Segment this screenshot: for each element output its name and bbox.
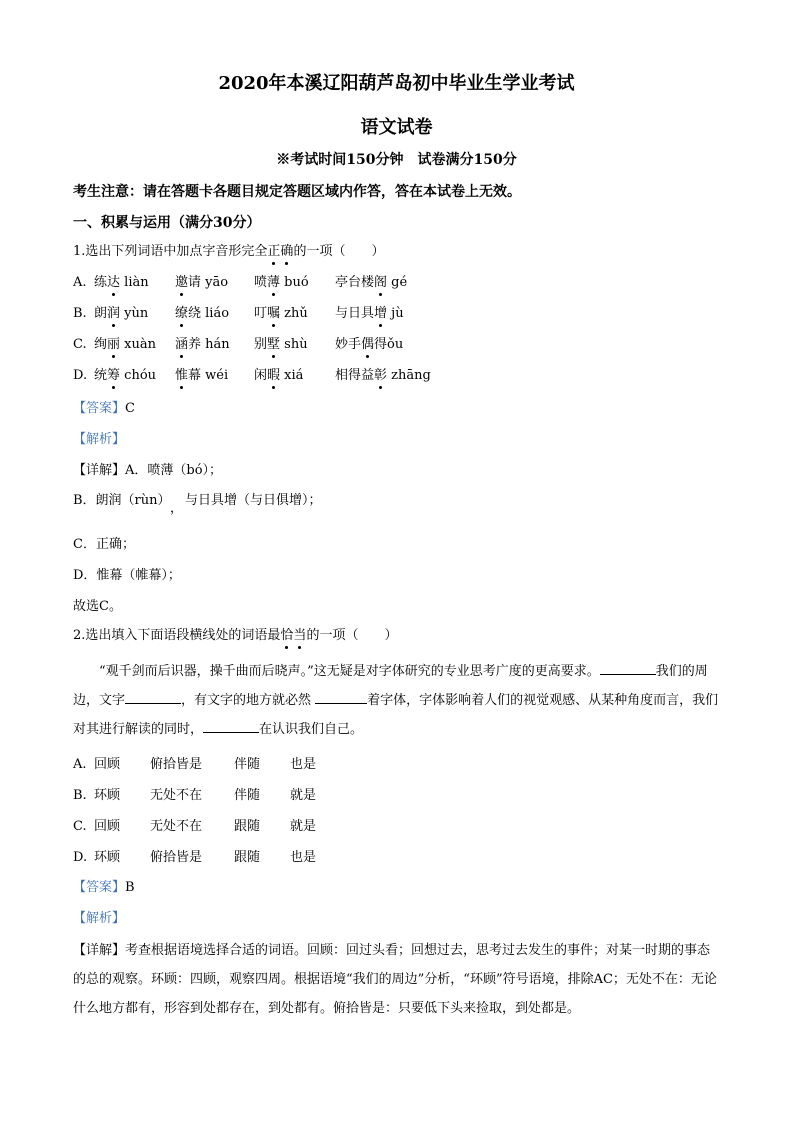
- option-word: 涵养 hán: [175, 337, 230, 352]
- exam-subject: 语文试卷: [360, 117, 433, 138]
- exam-title: 2020年本溪辽阳葫芦岛初中毕业生学业考试: [218, 73, 575, 94]
- option-word: 无处不在: [150, 788, 203, 803]
- question-2-stem: 2.选出填入下面语段横线处的词语最恰当的一项（ ）: [73, 628, 398, 643]
- option-letter: A.: [73, 757, 87, 772]
- emphasis-dot-char: 正: [267, 244, 281, 259]
- answer-value: C: [125, 401, 135, 416]
- option-word: 亭台楼阁 gé: [335, 275, 408, 290]
- detail-line-d: D．惟幕（帷幕）；: [73, 568, 181, 583]
- option-word: 就是: [290, 788, 317, 803]
- passage: “观千剑而后识器，操千曲而后晓声。”这无疑是对字体研究的专业思考广度的更高要求。 我们的周边，文字 ，有文字的地方就必然 着字体，字体影响着人们的视觉观感、从某种角度而言，我们对其进行解读的同时， 在认识我们自己。: [73, 657, 721, 744]
- option-word: 也是: [290, 757, 317, 772]
- option-word: 环顾: [94, 850, 121, 865]
- option-letter: D.: [73, 850, 88, 865]
- section-heading: 一、积累与运用（满分30分）: [73, 215, 261, 231]
- detail-line-c: C．正确；: [73, 537, 135, 552]
- conclusion: 故选C。: [73, 599, 122, 614]
- blank-line: [600, 660, 656, 675]
- emphasis-dot-char: 当: [293, 628, 307, 643]
- detail-line-b: B．朗润（rùn），与日具增（与日俱增）；: [73, 493, 322, 516]
- exam-time-note: ※考试时间150分钟 试卷满分150分: [276, 152, 517, 168]
- option-word: 与日具增 jù: [335, 306, 404, 321]
- answer-line: 【答案】B: [73, 880, 135, 895]
- option-word: 回顾: [94, 819, 121, 834]
- option-word: 俯拾皆是: [150, 757, 203, 772]
- analysis-label: 【解析】: [73, 432, 126, 447]
- option-word: 惟幕 wéi: [175, 368, 229, 383]
- option-word: 绚丽 xuàn: [94, 337, 156, 352]
- option-letter: B.: [73, 788, 87, 803]
- option-word: 邀请 yāo: [175, 275, 229, 290]
- option-word: 统筹 chóu: [94, 368, 157, 383]
- option-letter: C.: [73, 819, 87, 834]
- answer-line: 【答案】C: [73, 401, 135, 416]
- detail-line-a: 【详解】A．喷薄（bó）；: [73, 463, 223, 478]
- option-word: 喷薄 buó: [254, 275, 309, 290]
- emphasis-dot-char: 恰: [280, 628, 294, 643]
- analysis-label: 【解析】: [73, 911, 126, 926]
- option-word: 缭绕 liáo: [175, 306, 230, 321]
- option-letter: D.: [73, 368, 88, 383]
- option-word: 也是: [290, 850, 317, 865]
- option-letter: B.: [73, 306, 87, 321]
- option-word: 相得益彰 zhāng: [335, 368, 431, 383]
- answer-value: B: [125, 880, 135, 895]
- question-1-stem: 1.选出下列词语中加点字音形完全正确的一项（ ）: [73, 244, 385, 259]
- option-word: 伴随: [234, 788, 261, 803]
- option-word: 朗润 yùn: [94, 306, 149, 321]
- option-letter: A.: [73, 275, 87, 290]
- option-letter: C.: [73, 337, 87, 352]
- option-word: 俯拾皆是: [150, 850, 203, 865]
- option-word: 叮嘱 zhǔ: [254, 306, 308, 321]
- option-word: 妙手偶得ǒu: [335, 337, 404, 352]
- exam-notice: 考生注意：请在答题卡各题目规定答题区域内作答，答在本试卷上无效。: [73, 184, 521, 200]
- option-word: 伴随: [234, 757, 261, 772]
- option-word: 闲暇 xiá: [254, 368, 304, 383]
- option-word: 回顾: [94, 757, 121, 772]
- blank-line: [315, 689, 367, 704]
- option-word: 跟随: [234, 850, 261, 865]
- blank-line: [125, 689, 181, 704]
- option-word: 就是: [290, 819, 317, 834]
- option-word: 无处不在: [150, 819, 203, 834]
- option-word: 别墅 shù: [254, 337, 308, 352]
- detail-paragraph: 【详解】考查根据语境选择合适的词语。回顾：回过头看；回想过去，思考过去发生的事件；对某一时期的事态的总的观察。环顾：四顾，观察四周。根据语境“我们的周边”分析，“环顾”符号语境，排除AC；无处不在：无论什么地方都有，形容到处都存在，到处都有。俯拾皆是：只要低下头来捡取，到处都是。: [73, 943, 717, 1016]
- option-word: 练达 liàn: [94, 275, 149, 290]
- blank-line: [203, 718, 259, 733]
- emphasis-dot-char: 确: [280, 244, 294, 259]
- option-word: 环顾: [94, 788, 121, 803]
- option-word: 跟随: [234, 819, 261, 834]
